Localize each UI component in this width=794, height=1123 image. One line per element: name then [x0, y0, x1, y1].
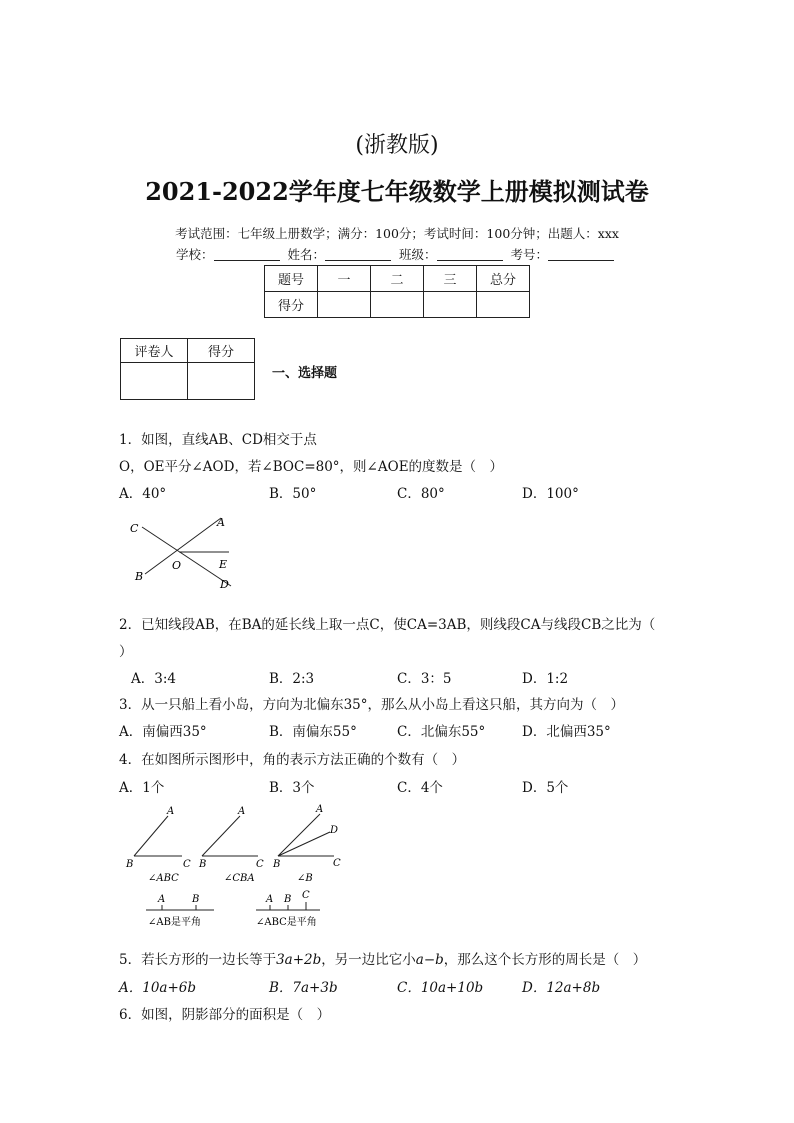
score-row-label: 得分 — [265, 292, 318, 318]
name-blank — [325, 248, 391, 261]
school-blank — [214, 248, 280, 261]
label-c: C — [256, 859, 264, 870]
angle-figure-cba — [198, 806, 264, 884]
grader-header-cell: 得分 — [188, 339, 255, 363]
question-1-option-c: C．80° — [397, 486, 445, 502]
score-cell — [477, 292, 530, 318]
question-4-figure — [120, 800, 360, 935]
label-a: A — [167, 806, 175, 817]
question-4-option-c: C．4个 — [397, 780, 443, 796]
ray-ba — [202, 816, 240, 856]
question-3-option-c: C．北偏东55° — [397, 724, 486, 740]
class-blank — [437, 248, 503, 261]
question-1-line-1: 1．如图，直线AB、CD相交于点 — [119, 432, 317, 448]
question-1-line-2: O，OE平分∠AOD，若∠BOC=80°，则∠AOE的度数是（ ） — [119, 459, 504, 475]
label-c: C — [183, 859, 191, 870]
score-header-cell: 总分 — [477, 266, 530, 292]
caption-angle-abc: ∠ABC — [148, 873, 179, 884]
question-4-line-1: 4．在如图所示图形中，角的表示方法正确的个数有（ ） — [119, 752, 466, 768]
question-2-line-2: ） — [119, 644, 133, 660]
label-a: A — [316, 804, 324, 815]
question-5-prefix: 5．若长方形的一边长等于 — [119, 952, 277, 968]
grader-value-row — [121, 363, 255, 400]
label-b: B — [284, 894, 292, 905]
question-3-option-d: D．北偏西35° — [522, 724, 611, 740]
question-1-option-d: D．100° — [522, 486, 579, 502]
label-a: A — [266, 894, 274, 905]
question-4-option-b: B．3个 — [269, 780, 315, 796]
score-cell — [424, 292, 477, 318]
score-header-cell: 二 — [371, 266, 424, 292]
section-title: 一、选择题 — [272, 366, 338, 381]
question-1-option-a: A．40° — [119, 486, 167, 502]
score-table-header-row — [265, 266, 530, 292]
exam-info: 考试范围：七年级上册数学；满分：100分；考试时间：100分钟；出题人：xxx — [175, 226, 619, 241]
question-5-option-b: B．7a+3b — [269, 980, 338, 996]
score-cell — [318, 292, 371, 318]
label-b: B — [126, 859, 134, 870]
score-header-cell: 三 — [424, 266, 477, 292]
exam-subtitle: (浙教版) — [355, 133, 439, 158]
score-cell — [371, 292, 424, 318]
question-2-option-b: B．2:3 — [269, 671, 315, 687]
question-4-option-a: A．1个 — [119, 780, 165, 796]
ray-ba — [134, 816, 168, 856]
label-a: A — [217, 516, 225, 529]
label-b: B — [135, 570, 144, 583]
question-2-option-c: C．3：5 — [397, 671, 452, 687]
straight-angle-figure-ab — [146, 894, 214, 928]
straight-angle-figure-abc — [256, 890, 320, 928]
question-5-expr-1: 3a+2b — [276, 952, 322, 968]
question-2-option-a: A．3:4 — [131, 671, 176, 687]
caption-angle-cba: ∠CBA — [224, 873, 255, 884]
grader-header-cell: 评卷人 — [121, 339, 188, 363]
question-5-expr-2: a−b — [415, 952, 444, 968]
label-o: O — [172, 559, 182, 572]
caption-straight-abc: ∠ABC是平角 — [256, 917, 317, 928]
label-c: C — [130, 522, 139, 535]
label-b: B — [273, 859, 281, 870]
question-5-option-c: C．10a+10b — [397, 980, 484, 996]
name-label: 姓名： — [287, 247, 325, 262]
class-label: 班级： — [398, 247, 437, 262]
school-label: 学校： — [175, 247, 214, 262]
score-table-score-row — [265, 292, 530, 318]
exam-title: 2021-2022学年度七年级数学上册模拟测试卷 — [145, 177, 649, 206]
line-cd — [142, 527, 231, 586]
label-d: D — [330, 825, 339, 836]
question-6-line-1: 6．如图，阴影部分的面积是（ ） — [119, 1007, 331, 1023]
question-4-option-d: D．5个 — [522, 780, 569, 796]
grader-table — [120, 338, 255, 400]
label-c: C — [333, 858, 341, 869]
line-ab — [145, 518, 221, 574]
question-1-option-b: B．50° — [269, 486, 317, 502]
score-header-cell: 题号 — [265, 266, 318, 292]
question-3-option-b: B．南偏东55° — [269, 724, 357, 740]
exam-number-label: 考号： — [510, 247, 548, 262]
label-a: A — [238, 806, 246, 817]
ray-ba — [278, 814, 320, 856]
label-b: B — [192, 894, 200, 905]
angle-figure-b — [272, 804, 341, 884]
question-2-line-1: 2．已知线段AB，在BA的延长线上取一点C，使CA=3AB，则线段CA与线段CB之比为（ — [119, 617, 656, 633]
label-c: C — [302, 890, 310, 901]
angle-figure-abc — [125, 806, 191, 884]
question-3-line-1: 3．从一只船上看小岛，方向为北偏东35°，那么从小岛上看这只船，其方向为（ ） — [119, 697, 625, 713]
caption-angle-b: ∠B — [297, 873, 313, 884]
score-table — [264, 265, 530, 318]
score-header-cell: 一 — [318, 266, 371, 292]
student-info-fields — [0, 245, 794, 263]
label-a: A — [158, 894, 166, 905]
grader-cell — [188, 363, 255, 400]
question-5-suffix: ，那么这个长方形的周长是（ ） — [443, 952, 647, 968]
label-b: B — [199, 859, 207, 870]
grader-cell — [121, 363, 188, 400]
grader-header-row — [121, 339, 255, 363]
label-d: D — [220, 578, 229, 591]
question-5-middle: ，另一边比它小 — [321, 952, 416, 968]
question-1-figure — [125, 508, 235, 594]
question-3-option-a: A．南偏西35° — [119, 724, 207, 740]
question-5-option-a: A．10a+6b — [119, 980, 197, 996]
label-e: E — [219, 558, 228, 571]
ray-bd — [278, 832, 330, 856]
question-2-option-d: D．1:2 — [522, 671, 569, 687]
question-5-line-1 — [119, 948, 646, 968]
caption-straight-ab: ∠AB是平角 — [148, 917, 201, 928]
exam-number-blank — [548, 248, 614, 261]
question-5-option-d: D．12a+8b — [522, 980, 601, 996]
